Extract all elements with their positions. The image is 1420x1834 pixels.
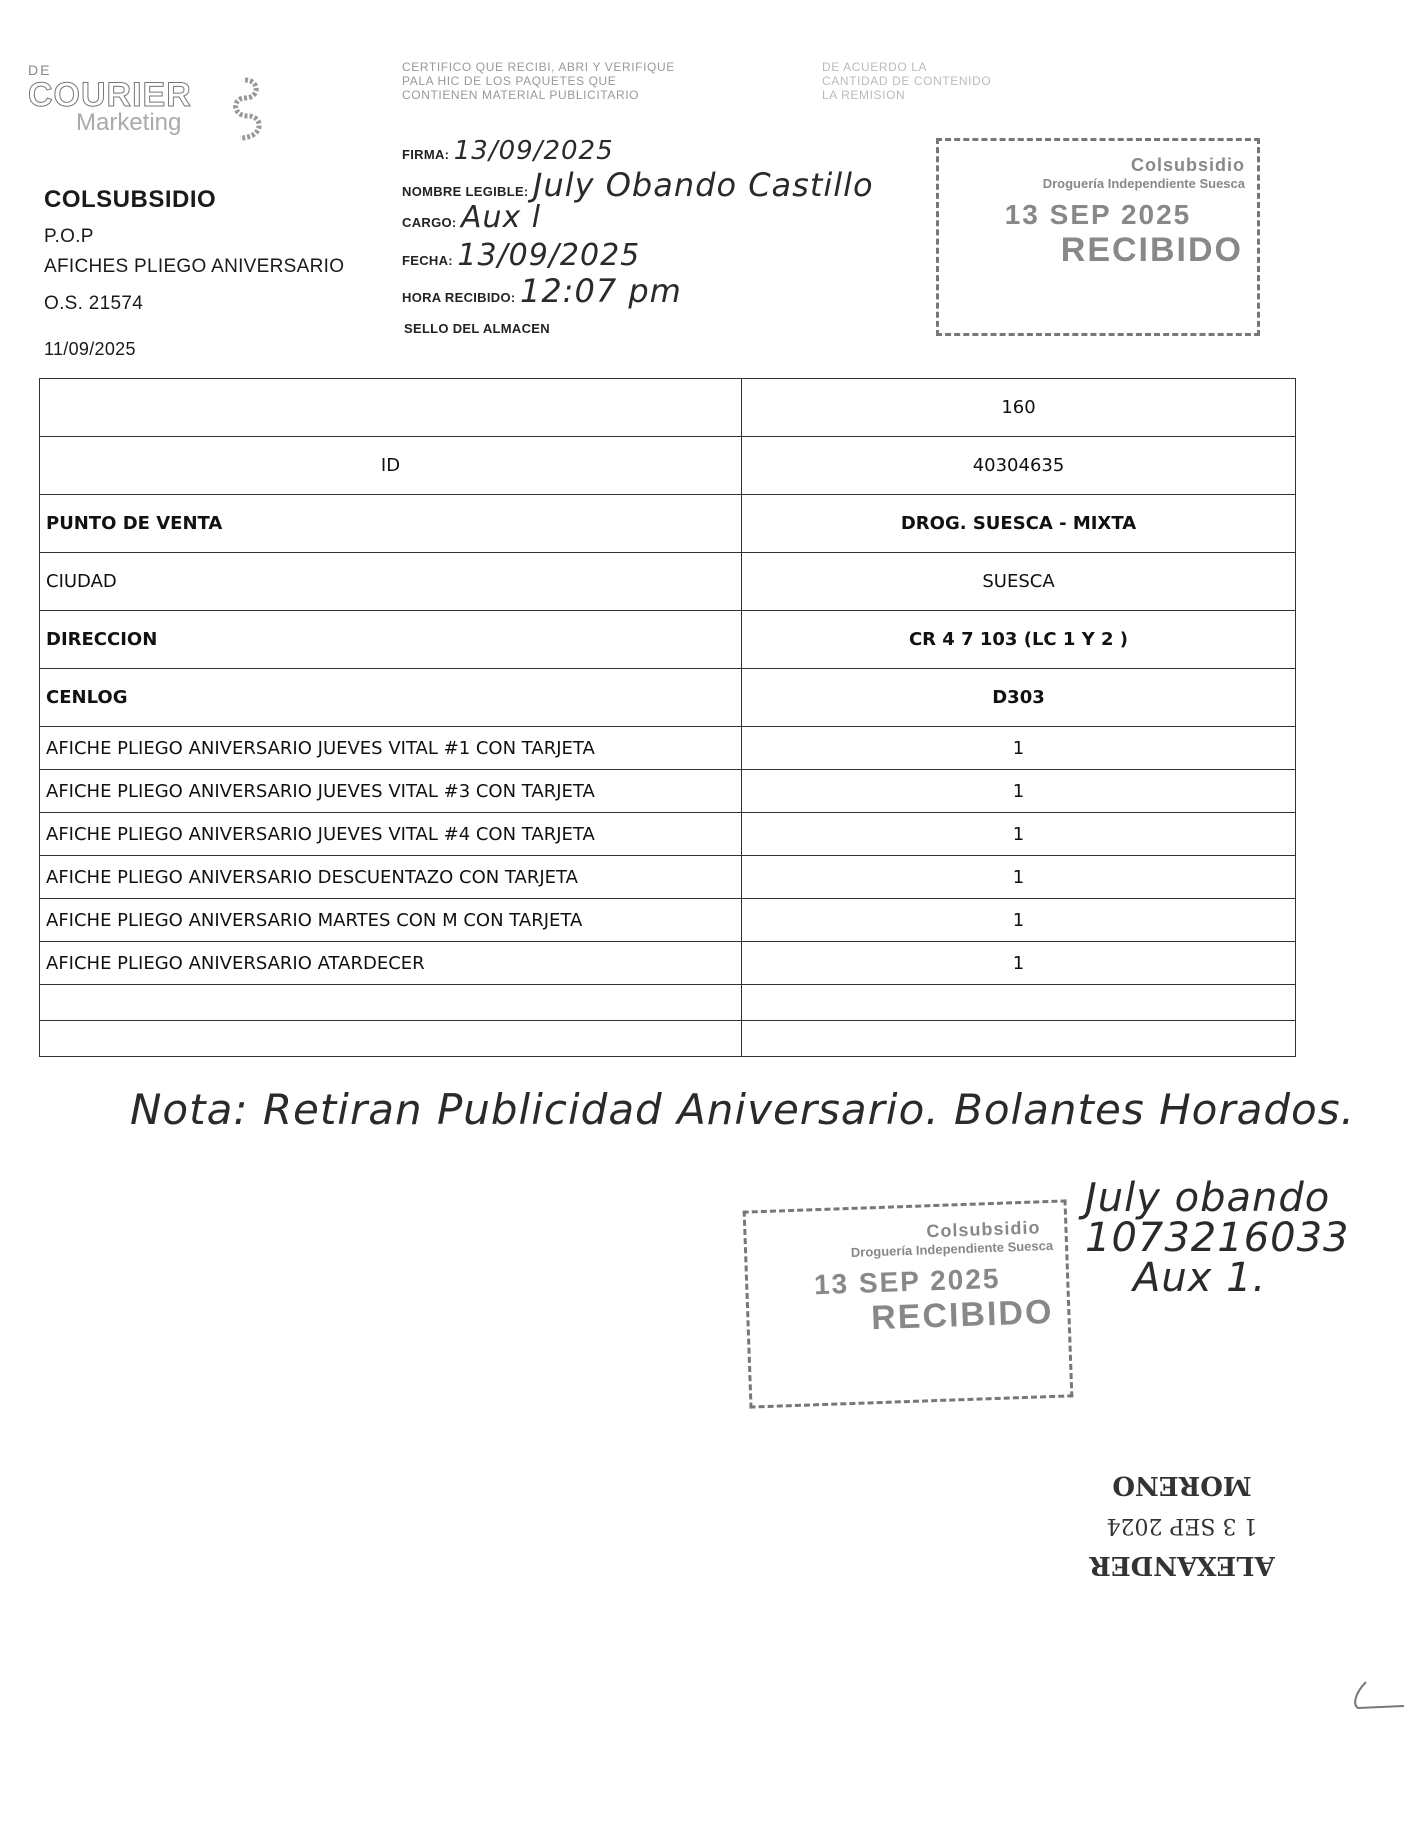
received-stamp — [743, 1199, 1074, 1408]
row-label: AFICHE PLIEGO ANIVERSARIO MARTES CON M CON TARJETA — [40, 899, 742, 942]
table-row — [40, 669, 1296, 727]
table-row — [40, 495, 1296, 553]
row-label: AFICHE PLIEGO ANIVERSARIO DESCUENTAZO CON TARJETA — [40, 856, 742, 899]
table-row — [40, 437, 1296, 495]
table-row — [40, 813, 1296, 856]
fecha-label: FECHA: — [402, 253, 453, 268]
stamp-subtitle: Droguería Independiente Suesca — [1042, 176, 1245, 191]
row-value: 1 — [742, 770, 1296, 813]
firma-value: 13/09/2025 — [453, 136, 614, 166]
cargo-label: CARGO: — [402, 215, 457, 230]
row-value — [742, 985, 1296, 1021]
firma-field — [402, 136, 614, 166]
row-label: AFICHE PLIEGO ANIVERSARIO JUEVES VITAL #3 CON TARJETA — [40, 770, 742, 813]
signature-role: Aux 1. — [1133, 1255, 1267, 1301]
sello-label: SELLO DEL ALMACEN — [404, 321, 550, 336]
table-row — [40, 553, 1296, 611]
cargo-value: Aux l — [460, 200, 542, 235]
hora-label: HORA RECIBIDO: — [402, 290, 516, 305]
rotated-stamp-line-2: 1 3 SEP 2024 — [1106, 1513, 1258, 1538]
nombre-value: July Obando Castillo — [533, 166, 874, 204]
table-row — [40, 985, 1296, 1021]
row-label — [40, 1021, 742, 1057]
row-value — [742, 1021, 1296, 1057]
certificate-line: DE ACUERDO LA — [822, 60, 928, 74]
row-value: 1 — [742, 727, 1296, 770]
row-value: 1 — [742, 856, 1296, 899]
table-row — [40, 1021, 1296, 1057]
pen-stroke-mark — [1348, 1678, 1408, 1718]
certificate-line: CERTIFICO QUE RECIBI, ABRI Y VERIFIQUE — [402, 60, 675, 74]
stamp-received: RECIBIDO — [870, 1292, 1055, 1338]
fecha-field — [402, 238, 640, 273]
delivery-table — [39, 378, 1296, 1057]
stamp-subtitle: Droguería Independiente Suesca — [850, 1237, 1054, 1260]
nombre-field — [402, 166, 874, 204]
certificate-text-2 — [822, 60, 991, 102]
rotated-name-stamp — [1082, 1465, 1282, 1585]
stamp-date: 13 SEP 2025 — [1004, 199, 1192, 230]
table-row — [40, 942, 1296, 985]
courier-marketing-logo — [28, 62, 268, 152]
warehouse-stamp — [936, 138, 1260, 336]
row-value: CR 4 7 103 (LC 1 Y 2 ) — [742, 611, 1296, 669]
cargo-field — [402, 200, 541, 235]
certificate-line: CONTIENEN MATERIAL PUBLICITARIO — [402, 88, 640, 102]
stamp-title: Colsubsidio — [1131, 155, 1245, 175]
certificate-line: CANTIDAD DE CONTENIDO — [822, 74, 992, 88]
nombre-label: NOMBRE LEGIBLE: — [402, 184, 529, 199]
client-order: O.S. 21574 — [44, 293, 144, 314]
client-date: 11/09/2025 — [44, 339, 136, 359]
row-value: 1 — [742, 942, 1296, 985]
row-value: 1 — [742, 813, 1296, 856]
fecha-value: 13/09/2025 — [457, 238, 641, 273]
rotated-stamp-line-3: ALEXANDER — [1089, 1550, 1275, 1580]
row-value: D303 — [742, 669, 1296, 727]
row-label: PUNTO DE VENTA — [40, 495, 742, 553]
row-label: DIRECCION — [40, 611, 742, 669]
row-label: CENLOG — [40, 669, 742, 727]
row-value: 1 — [742, 899, 1296, 942]
table-row — [40, 856, 1296, 899]
row-value: 40304635 — [742, 437, 1296, 495]
table-row — [40, 727, 1296, 770]
signature-phone: 1073216033 — [1085, 1215, 1350, 1261]
row-label: CIUDAD — [40, 553, 742, 611]
row-label: AFICHE PLIEGO ANIVERSARIO JUEVES VITAL #4 CON TARJETA — [40, 813, 742, 856]
table-row — [40, 611, 1296, 669]
logo-line-1: DE — [28, 62, 52, 78]
row-value: 160 — [742, 379, 1296, 437]
hora-value: 12:07 pm — [519, 272, 682, 310]
logo-line-2: COURIER — [28, 76, 192, 114]
table-row — [40, 379, 1296, 437]
row-label — [40, 985, 742, 1021]
row-value: DROG. SUESCA - MIXTA — [742, 495, 1296, 553]
stamp-title: Colsubsidio — [926, 1217, 1041, 1242]
table-row — [40, 899, 1296, 942]
row-label: AFICHE PLIEGO ANIVERSARIO JUEVES VITAL #1 CON TARJETA — [40, 727, 742, 770]
client-name: COLSUBSIDIO — [44, 186, 217, 213]
signature-name: July obando — [1085, 1175, 1331, 1221]
row-value: SUESCA — [742, 553, 1296, 611]
handwritten-signature — [1085, 1175, 1350, 1301]
table-row — [40, 770, 1296, 813]
rotated-stamp-line-1: MORENO — [1112, 1470, 1252, 1500]
row-label: ID — [40, 437, 742, 495]
row-label — [40, 379, 742, 437]
certificate-line: LA REMISION — [822, 88, 906, 102]
handwritten-note: Nota: Retiran Publicidad Aniversario. Bolantes Horados. — [130, 1085, 1355, 1134]
client-product: AFICHES PLIEGO ANIVERSARIO — [44, 256, 345, 277]
row-label: AFICHE PLIEGO ANIVERSARIO ATARDECER — [40, 942, 742, 985]
stamp-date: 13 SEP 2025 — [813, 1262, 1001, 1301]
hora-field — [402, 272, 682, 310]
certificate-line: PALA HIC DE LOS PAQUETES QUE — [402, 74, 617, 88]
certificate-text — [402, 60, 675, 102]
logo-swirl-icon — [220, 74, 270, 144]
stamp-received: RECIBIDO — [1060, 231, 1243, 269]
client-type: P.O.P — [44, 226, 94, 247]
firma-label: FIRMA: — [402, 147, 450, 162]
logo-line-3: Marketing — [76, 109, 182, 136]
